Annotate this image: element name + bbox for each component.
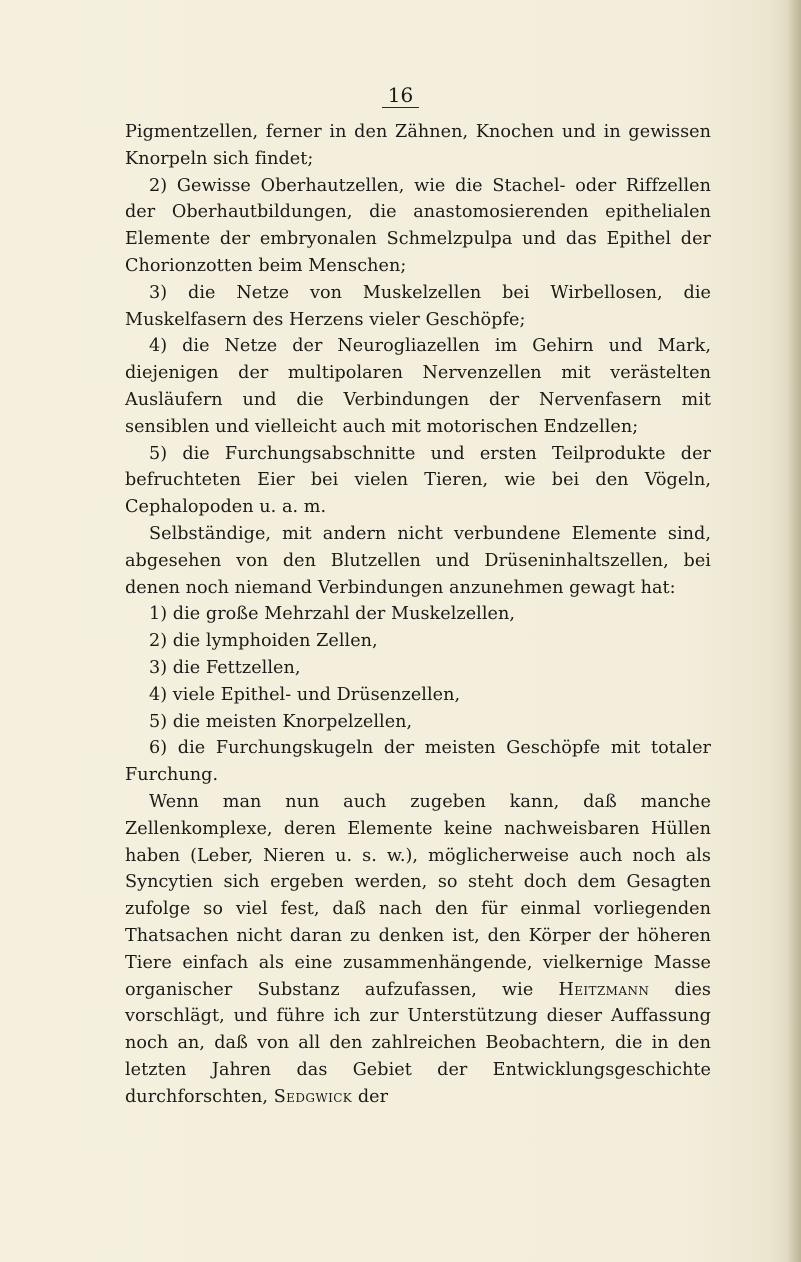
list-item: 1) die große Mehrzahl der Muskelzellen,: [149, 604, 516, 625]
body-text: [125, 119, 711, 1110]
author-name: Heitzmann: [558, 979, 650, 1000]
list-item: 5) die meisten Knorpelzellen,: [149, 711, 413, 732]
paragraph-independent-elements: Selbständige, mit andern nicht verbundene Elemente sind, abgesehen von den Blutzellen und Drüseninhaltszellen, bei denen noch niemand Verbindungen anzunehmen gewagt hat:: [125, 523, 711, 598]
paragraph-text: dies vorschlägt, und führe ich zur Unterstützung dieser Auffassung noch an, daß von all den zahlreichen Beobachtern, die in den letzten Jahren das Gebiet der Entwicklungsgeschichte durchforschten,: [125, 979, 711, 1107]
page-number: 16: [0, 82, 801, 108]
paragraph-item-2: 2) Gewisse Oberhautzellen, wie die Stachel- oder Riffzellen der Oberhautbildungen, die anastomosierenden epithelialen Elemente der embryonalen Schmelzpulpa und das Epithel der Chorionzotten beim Menschen;: [125, 175, 711, 276]
list-item: 2) die lymphoiden Zellen,: [149, 631, 378, 652]
author-name: Sedgwick: [273, 1086, 353, 1107]
paragraph-item-3: 3) die Netze von Muskelzellen bei Wirbellosen, die Muskelfasern des Herzens vieler Geschöpfe;: [125, 282, 711, 330]
paragraph-text: der: [357, 1086, 389, 1107]
page-edge-shadow: [787, 0, 801, 1262]
paragraph-text: Wenn man nun auch zugeben kann, daß manche Zellenkomplexe, deren Elemente keine nachweisbaren Hüllen haben (Leber, Nieren u. s. w.), möglicherweise auch noch als Syncytien sich ergeben werden, so steht doch dem Gesagten zufolge so viel fest, daß nach den für einmal vorliegenden Thatsachen nicht daran zu denken ist, den Körper der höheren Tiere einfach als eine zusammenhängende, vielkernige Masse organischer Substanz aufzufassen, wie: [125, 791, 711, 1000]
list-item: 4) viele Epithel- und Drüsenzellen,: [149, 684, 461, 705]
paragraph-item-4: 4) die Netze der Neurogliazellen im Gehirn und Mark, diejenigen der multipolaren Nervenzellen mit verästelten Ausläufern und die Verbindungen der Nervenfasern mit sensiblen und vielleicht auch mit motorischen Endzellen;: [125, 336, 711, 437]
paragraph-conclusion: [125, 789, 711, 1111]
paragraph-continuation: Pigmentzellen, ferner in den Zähnen, Knochen und in gewissen Knorpeln sich findet;: [125, 122, 711, 169]
paragraph-item-5: 5) die Furchungsabschnitte und ersten Teilprodukte der befruchteten Eier bei vielen Tieren, wie bei den Vögeln, Cephalopoden u. a. m.: [125, 443, 711, 518]
list-item: 6) die Furchungskugeln der meisten Geschöpfe mit totaler Furchung.: [125, 738, 711, 786]
list-item: 3) die Fettzellen,: [149, 657, 301, 678]
